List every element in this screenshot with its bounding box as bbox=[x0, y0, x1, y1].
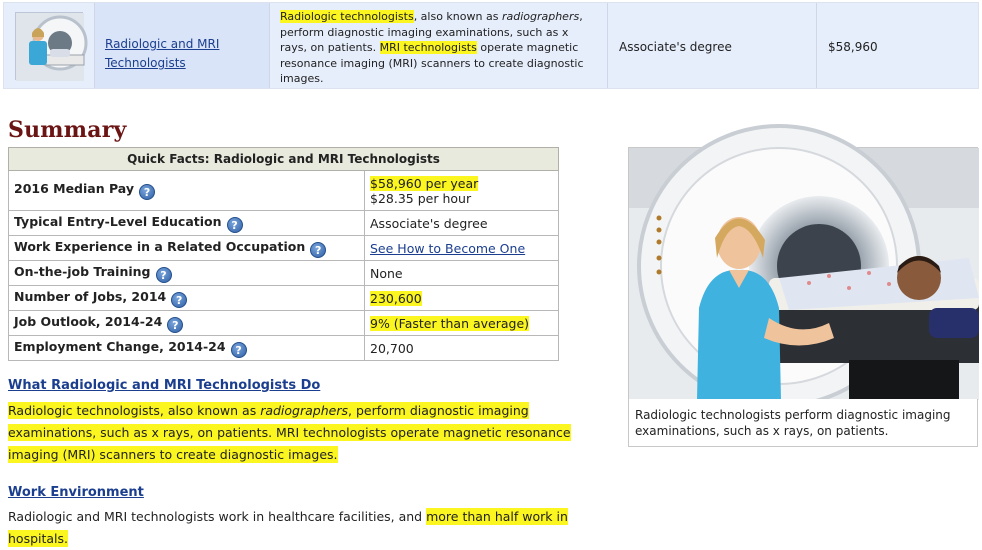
occupation-thumbnail-cell bbox=[4, 3, 95, 88]
quick-facts-value: 20,700 bbox=[370, 340, 414, 356]
help-icon[interactable]: ? bbox=[139, 184, 155, 200]
help-icon[interactable]: ? bbox=[231, 342, 247, 358]
occupation-education: Associate's degree bbox=[608, 3, 817, 88]
help-icon[interactable]: ? bbox=[227, 217, 243, 233]
quick-facts-title: Quick Facts: Radiologic and MRI Technologists bbox=[9, 148, 559, 171]
occupation-name-cell bbox=[95, 3, 270, 88]
quick-facts-label-cell bbox=[9, 311, 365, 336]
quick-facts-value: 9% (Faster than average) bbox=[370, 315, 530, 331]
occupation-description-part: MRI technologists bbox=[379, 41, 477, 54]
what-they-do-before: Radiologic technologists, also known as bbox=[8, 403, 261, 418]
work-environment-highlight: more than half work in hospitals. bbox=[8, 509, 568, 546]
quick-facts-row bbox=[9, 211, 559, 236]
occupation-pay: $58,960 bbox=[828, 40, 878, 54]
quick-facts-label: Work Experience in a Related Occupation bbox=[14, 238, 306, 254]
help-icon[interactable]: ? bbox=[171, 292, 187, 308]
quick-facts-row bbox=[9, 261, 559, 286]
quick-facts-label: Job Outlook, 2014-24 bbox=[14, 313, 163, 329]
quick-facts-value-cell bbox=[365, 261, 559, 286]
work-environment-plain: Radiologic and MRI technologists work in healthcare facilities, and bbox=[8, 509, 427, 524]
work-environment-text bbox=[8, 506, 618, 550]
occupation-description-part: operate magnetic resonance imaging (MRI) scanners to create diagnostic images. bbox=[280, 41, 584, 85]
quick-facts-value-cell bbox=[365, 336, 559, 361]
quick-facts-label: On-the-job Training bbox=[14, 263, 151, 279]
photo-caption: Radiologic technologists perform diagnostic imaging examinations, such as x rays, on patients. bbox=[628, 399, 978, 447]
quick-facts-label-cell bbox=[9, 171, 365, 211]
quick-facts-label: Number of Jobs, 2014 bbox=[14, 288, 167, 304]
quick-facts-value-cell bbox=[365, 211, 559, 236]
quick-facts-value: Associate's degree bbox=[370, 215, 488, 231]
quick-facts-label-cell bbox=[9, 261, 365, 286]
occupation-description-part: Radiologic technologists bbox=[280, 10, 414, 23]
help-icon[interactable]: ? bbox=[167, 317, 183, 333]
quick-facts-row bbox=[9, 311, 559, 336]
quick-facts-label: Typical Entry-Level Education bbox=[14, 213, 222, 229]
occupation-name-link[interactable]: Radiologic and MRI Technologists bbox=[105, 37, 220, 70]
occupation-description-part: , also known as bbox=[413, 10, 502, 23]
occupation-thumbnail-image[interactable] bbox=[15, 12, 83, 80]
quick-facts-row bbox=[9, 236, 559, 261]
quick-facts-value-cell bbox=[365, 236, 559, 261]
quick-facts-label-cell bbox=[9, 286, 365, 311]
quick-facts-label: 2016 Median Pay bbox=[14, 181, 135, 196]
quick-facts-value-secondary: $28.35 per hour bbox=[370, 190, 472, 206]
summary-heading: Summary bbox=[8, 117, 127, 143]
help-icon[interactable]: ? bbox=[156, 267, 172, 283]
what-they-do-after: , perform diagnostic imaging examinations, such as x rays, on patients. MRI technologists operate magnetic resonance imaging (MRI) scanners to create diagnostic images. bbox=[8, 403, 571, 462]
what-they-do-text bbox=[8, 400, 618, 466]
quick-facts-value: $58,960 per year bbox=[370, 175, 479, 191]
work-environment-link[interactable]: Work Environment bbox=[8, 485, 144, 500]
occupation-row bbox=[3, 2, 979, 89]
quick-facts-value: 230,600 bbox=[370, 290, 422, 306]
quick-facts-value-cell bbox=[365, 286, 559, 311]
occupation-description-part: , perform diagnostic imaging examinations, such as x rays, on patients. bbox=[280, 10, 583, 54]
quick-facts-value-cell bbox=[365, 311, 559, 336]
what-they-do-link[interactable]: What Radiologic and MRI Technologists Do bbox=[8, 378, 321, 393]
quick-facts-value: None bbox=[370, 265, 403, 281]
quick-facts-table bbox=[8, 147, 559, 361]
what-they-do-italic: radiographers bbox=[260, 403, 348, 418]
quick-facts-row bbox=[9, 336, 559, 361]
quick-facts-label-cell bbox=[9, 336, 365, 361]
technologist-photo bbox=[628, 147, 978, 399]
occupation-description-part: radiographers bbox=[501, 10, 580, 23]
quick-facts-row bbox=[9, 286, 559, 311]
help-icon[interactable]: ? bbox=[310, 242, 326, 258]
quick-facts-row bbox=[9, 171, 559, 211]
quick-facts-label-cell bbox=[9, 236, 365, 261]
quick-facts-label-cell bbox=[9, 211, 365, 236]
occupation-description bbox=[270, 3, 608, 88]
how-to-become-link[interactable]: See How to Become One bbox=[370, 240, 526, 256]
quick-facts-label: Employment Change, 2014-24 bbox=[14, 338, 226, 354]
quick-facts-value-cell bbox=[365, 171, 559, 211]
